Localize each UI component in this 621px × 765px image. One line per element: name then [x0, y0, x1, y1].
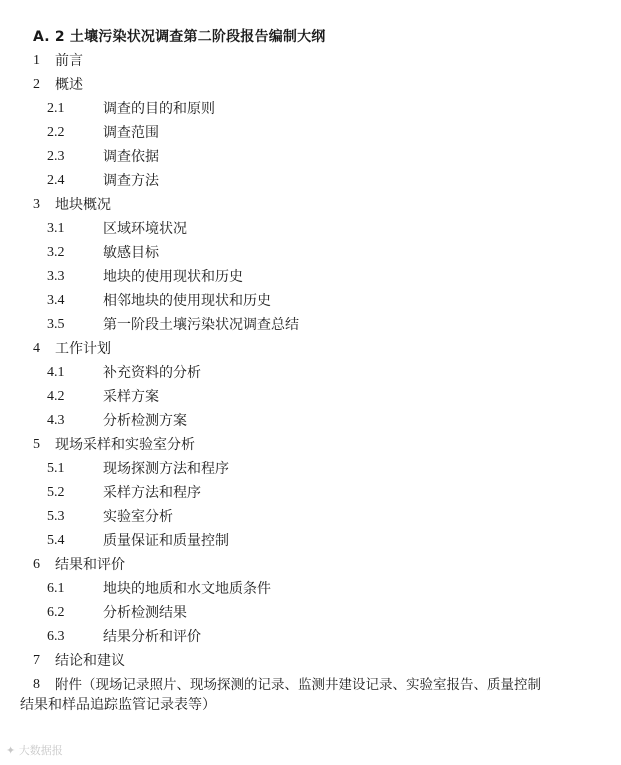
item-number: 6.3	[47, 629, 65, 644]
item-label: 采样方法和程序	[103, 485, 201, 501]
item-label: 地块的地质和水文地质条件	[103, 581, 271, 597]
item-number: 4.1	[47, 365, 65, 380]
item-label: 结果和评价	[55, 557, 125, 573]
item-number: 6.2	[47, 605, 65, 620]
item-number: 5.3	[47, 509, 65, 524]
item-label: 工作计划	[55, 341, 111, 357]
item-number: 5.4	[47, 533, 65, 548]
item-number: 7	[33, 653, 40, 668]
item-number: 4.3	[47, 413, 65, 428]
item-label: 结论和建议	[55, 653, 125, 669]
item-label: 分析检测方案	[103, 413, 187, 429]
item-number: 5.1	[47, 461, 65, 476]
item-number: 1	[33, 53, 40, 68]
item-number: 2.2	[47, 125, 65, 140]
item-number: 2.1	[47, 101, 65, 116]
item-label: 分析检测结果	[103, 605, 187, 621]
item-label: 第一阶段土壤污染状况调查总结	[103, 317, 299, 333]
watermark	[6, 742, 63, 758]
item-number: 2	[33, 77, 40, 92]
item-label: 敏感目标	[103, 245, 159, 261]
item-label: 采样方案	[103, 389, 159, 405]
item-number: 3.1	[47, 221, 65, 236]
item-label: 补充资料的分析	[103, 365, 201, 381]
watermark-text: 大数据报	[18, 744, 63, 757]
item-number: 8	[33, 677, 40, 692]
item-number: 3.5	[47, 317, 65, 332]
item-label: 区域环境状况	[103, 221, 187, 237]
item-number: 4.2	[47, 389, 65, 404]
item-continuation: 结果和样品追踪监管记录表等）	[20, 697, 216, 713]
outline-title: A. 2 土壤污染状况调查第二阶段报告编制大纲	[33, 29, 326, 45]
item-number: 3.3	[47, 269, 65, 284]
item-number: 3.2	[47, 245, 65, 260]
item-number: 3.4	[47, 293, 65, 308]
item-label: 调查方法	[103, 173, 159, 189]
item-label: 地块的使用现状和历史	[103, 269, 243, 285]
watermark-logo-icon: ✦	[6, 744, 16, 757]
item-number: 6	[33, 557, 40, 572]
item-label: 现场采样和实验室分析	[55, 437, 195, 453]
item-number: 4	[33, 341, 40, 356]
item-label: 质量保证和质量控制	[103, 533, 229, 549]
item-label: 调查的目的和原则	[103, 101, 215, 117]
item-label: 地块概况	[55, 197, 111, 213]
item-label: 概述	[55, 77, 83, 93]
item-number: 2.3	[47, 149, 65, 164]
item-number: 5.2	[47, 485, 65, 500]
item-label: 现场探测方法和程序	[103, 461, 229, 477]
item-number: 2.4	[47, 173, 65, 188]
item-number: 6.1	[47, 581, 65, 596]
item-label: 前言	[55, 53, 83, 69]
item-label: 结果分析和评价	[103, 629, 201, 645]
item-number: 5	[33, 437, 40, 452]
item-label: 附件（现场记录照片、现场探测的记录、监测井建设记录、实验室报告、质量控制	[55, 677, 541, 693]
item-label: 实验室分析	[103, 509, 173, 525]
item-label: 调查范围	[103, 125, 159, 141]
item-label: 调查依据	[103, 149, 159, 165]
item-number: 3	[33, 197, 40, 212]
item-label: 相邻地块的使用现状和历史	[103, 293, 271, 309]
